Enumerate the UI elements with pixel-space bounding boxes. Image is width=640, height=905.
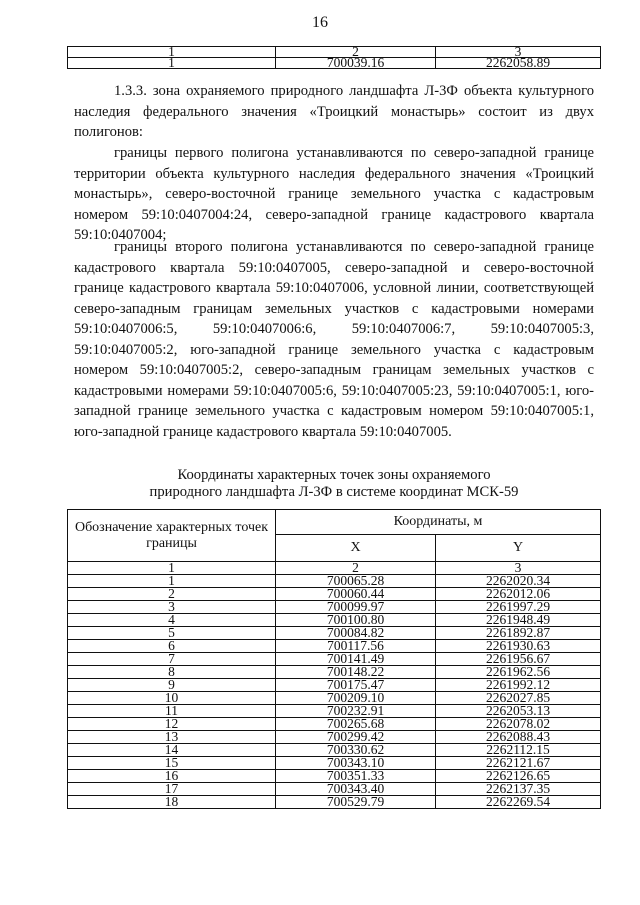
table-cell: 8 [68, 666, 276, 679]
table-cell: 3 [436, 562, 601, 575]
table-cell: 13 [68, 731, 276, 744]
table-cell: 700351.33 [276, 770, 436, 783]
table-cell: 2262012.06 [436, 588, 601, 601]
table-cell: 2261962.56 [436, 666, 601, 679]
table-cell: 2262269.54 [436, 796, 601, 809]
page-number: 16 [312, 14, 328, 31]
table-cell: 15 [68, 757, 276, 770]
column-header-coordinates: Координаты, м [276, 510, 601, 535]
table-cell: 700529.79 [276, 796, 436, 809]
table-cell: 700343.10 [276, 757, 436, 770]
table-cell: 2261956.67 [436, 653, 601, 666]
table-cell: 11 [68, 705, 276, 718]
table-cell: 2261892.87 [436, 627, 601, 640]
table-cell: 700299.42 [276, 731, 436, 744]
table-cell: 2261997.29 [436, 601, 601, 614]
table-cell: 4 [68, 614, 276, 627]
table-cell: 2262027.85 [436, 692, 601, 705]
table-cell: 9 [68, 679, 276, 692]
table-cell: 1 [68, 58, 276, 69]
column-header-designation: Обозначение характерных точек границы [68, 510, 276, 562]
table-cell: 2262058.89 [436, 58, 601, 69]
table-cell: 2262053.13 [436, 705, 601, 718]
table-cell: 2262078.02 [436, 718, 601, 731]
table-cell: 1 [68, 562, 276, 575]
table-cell: 1 [68, 47, 276, 58]
table-caption [74, 467, 594, 501]
table-cell: 12 [68, 718, 276, 731]
table-cell: 700175.47 [276, 679, 436, 692]
table-cell: 700099.97 [276, 601, 436, 614]
table-cell: 700232.91 [276, 705, 436, 718]
table-cell: 2262112.15 [436, 744, 601, 757]
column-header-x: X [276, 535, 436, 562]
table-cell: 17 [68, 783, 276, 796]
table-cell: 2 [68, 588, 276, 601]
table-cell: 2 [276, 562, 436, 575]
table-header-row [68, 510, 601, 535]
table-caption-line: Координаты характерных точек зоны охраняемого [177, 467, 491, 483]
table-cell: 700343.40 [276, 783, 436, 796]
table-cell: 2261992.12 [436, 679, 601, 692]
table-cell: 10 [68, 692, 276, 705]
table-cell: 700209.10 [276, 692, 436, 705]
table-cell: 700084.82 [276, 627, 436, 640]
table-cell: 6 [68, 640, 276, 653]
table-cell: 3 [436, 47, 601, 58]
table-cell: 700330.62 [276, 744, 436, 757]
table-cell: 2261948.49 [436, 614, 601, 627]
table-cell: 700265.68 [276, 718, 436, 731]
table-cell: 2261930.63 [436, 640, 601, 653]
table-cell: 5 [68, 627, 276, 640]
table-cell: 7 [68, 653, 276, 666]
table-cell: 16 [68, 770, 276, 783]
table-cell: 2262137.35 [436, 783, 601, 796]
table-cell: 2262088.43 [436, 731, 601, 744]
table-cell: 700148.22 [276, 666, 436, 679]
table-row [68, 58, 601, 69]
table-cell: 2262121.67 [436, 757, 601, 770]
table-cell: 1 [68, 575, 276, 588]
table-cell: 2262126.65 [436, 770, 601, 783]
table-cell: 700117.56 [276, 640, 436, 653]
first-polygon-paragraph: границы первого полигона устанавливаются по северо-западной границе территории объекта культурного наследия федерального значения «Троицкий монастырь», северо-восточной границе земельного участка с кадастровым номером 59:10:0407004:24, северо-западной границе кадастрового квартала 59:10:0407004; [74, 145, 594, 243]
table-cell: 2 [276, 47, 436, 58]
table-cell: 700100.80 [276, 614, 436, 627]
section-paragraph: 1.3.3. зона охраняемого природного ландшафта Л-3Ф объекта культурного наследия федерального значения «Троицкий монастырь» состоит из двух полигонов: [74, 83, 594, 140]
table-cell: 700060.44 [276, 588, 436, 601]
table-cell: 2262020.34 [436, 575, 601, 588]
second-polygon-paragraph: границы второго полигона устанавливаются по северо-западной границе кадастрового квартала 59:10:0407005, северо-западной и северо-восточной границе кадастрового квартала 59:10:0407006, условной линии, соответствующей северо-западным границам земельных участков с кадастровыми номерами 59:10:0407006:5, 59:10:0407006:6, 59:10:0407006:7, 59:10:0407005:3, 59:10:0407005:2, юго-западной границе земельного участка с кадастровым номером 59:10:0407005:2, северо-западным границам земельных участков с кадастровыми номерами 59:10:0407005:6, 59:10:0407005:23, 59:10:0407005:1, юго-западной границе земельного участка с кадастровым номером 59:10:0407005:1, юго-западной границе кадастрового квартала 59:10:0407005. [74, 239, 594, 440]
column-header-y: Y [436, 535, 601, 562]
table-cell: 700141.49 [276, 653, 436, 666]
table-cell: 700065.28 [276, 575, 436, 588]
table-cell: 700039.16 [276, 58, 436, 69]
table-cell: 3 [68, 601, 276, 614]
table-caption-line: природного ландшафта Л-3Ф в системе координат МСК-59 [149, 484, 519, 500]
coordinates-table [67, 509, 601, 809]
table-cell: 14 [68, 744, 276, 757]
table-cell: 18 [68, 796, 276, 809]
table-row [68, 796, 601, 809]
continued-coordinates-table [67, 46, 601, 69]
